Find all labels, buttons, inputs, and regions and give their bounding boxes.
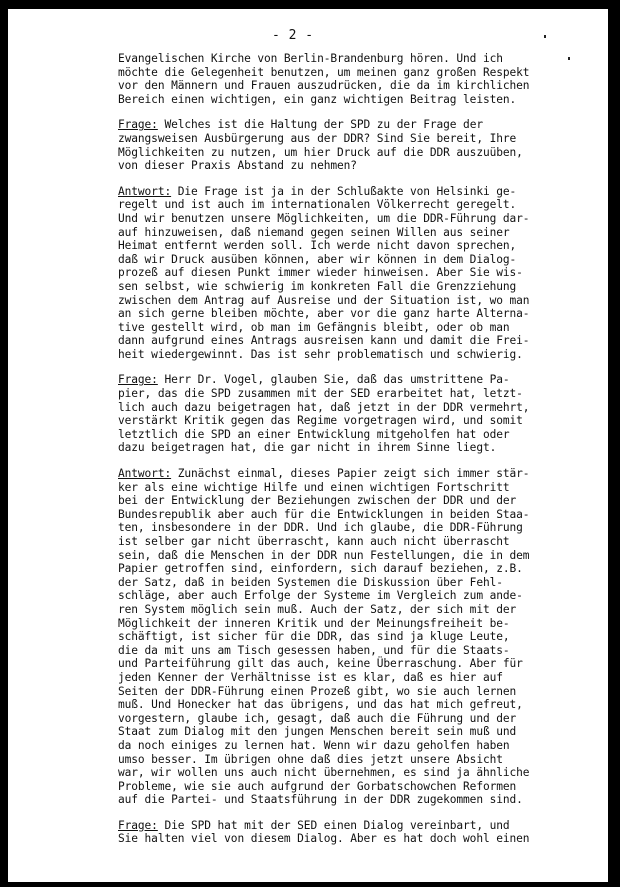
line-text: sen selbst, wie schwierig im konkreten Fall die Grenzziehung (118, 279, 517, 293)
text-line (118, 226, 578, 240)
line-text: Bereich einen wichtigen, ein ganz wichtigen Beitrag leisten. (118, 92, 517, 106)
text-line (118, 266, 578, 280)
paragraph (118, 467, 578, 807)
text-line (118, 576, 578, 590)
line-text: letztlich die SPD an einer Entwicklung mitgeholfen hat oder (118, 427, 510, 441)
speaker-label: Frage: (118, 373, 158, 387)
page-number: - 2 - (272, 28, 314, 43)
line-text: möchte die Gelegenheit benutzen, um meinen ganz großen Respekt (118, 65, 530, 79)
text-line (118, 428, 578, 442)
line-text: von dieser Praxis Abstand zu nehmen? (118, 159, 357, 173)
line-text: schläge, aber auch Erfolge der Systeme im Vergleich zum ande- (118, 589, 523, 603)
text-line (118, 793, 578, 807)
text-line (118, 159, 578, 173)
line-text: vorgestern, glaube ich, gesagt, daß auch die Führung und der (118, 711, 517, 725)
text-line (118, 401, 578, 415)
text-line (118, 387, 578, 401)
text-line (118, 146, 578, 160)
line-text: regelt und ist auch im internationalen Völkerrecht geregelt. (118, 198, 517, 212)
line-text: Bundesrepublik aber auch für die Entwicklungen in beiden Staa- (118, 507, 530, 521)
text-line (118, 494, 578, 508)
text-line (118, 414, 578, 428)
line-text: vor den Männern und Frauen auszudrücken, die da im kirchlichen (118, 79, 530, 93)
line-text: Papier getroffen sind, einfordern, sich darauf beziehen, z.B. (118, 562, 523, 576)
text-line (118, 617, 578, 631)
text-line (118, 549, 578, 563)
line-text: ist selber gar nicht überrascht, kann auch nicht überrascht (118, 535, 510, 548)
paragraph (118, 819, 578, 846)
text-line (118, 685, 578, 699)
text-line (118, 535, 578, 549)
line-text: lich auch dazu beigetragen hat, daß jetzt in der DDR vermehrt, (118, 400, 530, 414)
line-text: auf die Partei- und Staatsführung in der DDR zugekommen sind. (118, 793, 523, 807)
line-text: zwischen dem Antrag auf Ausreise und der Situation ist, wo man (118, 293, 530, 307)
text-line (118, 79, 578, 93)
line-text: Staat zum Dialog mit den jungen Menschen bereit sein muß und (118, 725, 517, 739)
text-line (118, 348, 578, 362)
text-line (118, 753, 578, 767)
line-text: Möglichkeiten zu nutzen, um hier Druck auf die DDR auszuüben, (118, 145, 523, 159)
speaker-label: Frage: (118, 818, 158, 832)
line-text: muß. Und Honecker hat das übrigens, und das hat mich gefreut, (118, 698, 523, 712)
text-line (118, 441, 578, 455)
line-text: Die Frage ist ja in der Schlußakte von Helsinki ge- (171, 184, 517, 198)
text-line (118, 819, 578, 833)
line-text: ker als eine wichtige Hilfe und einen wichtigen Fortschritt (118, 480, 510, 494)
text-line (118, 373, 578, 387)
text-line (118, 334, 578, 348)
line-text: auf hinzuweisen, daß niemand gegen seinen Willen aus seiner (118, 225, 510, 239)
speaker-label: Antwort: (118, 184, 172, 198)
text-line (118, 657, 578, 671)
line-text: jeden Kenner der Verhältnisse ist es klar, daß es hier auf (118, 670, 503, 684)
line-text: sein, daß die Menschen in der DDR nun Festellungen, die in dem (118, 548, 530, 562)
paragraph (118, 52, 578, 106)
line-text: an sich gerne bleiben möchte, aber vor die ganz harte Alterna- (118, 307, 530, 321)
text-line (118, 239, 578, 253)
text-line (118, 739, 578, 753)
line-text: schäftigt, ist sicher für die DDR, das sind ja kluge Leute, (118, 630, 510, 644)
text-line (118, 780, 578, 794)
text-line (118, 294, 578, 308)
line-text: Möglichkeit der inneren Kritik und der Meinungsfreiheit be- (118, 616, 510, 630)
line-text: dann aufgrund eines Antrags ausreisen kann und damit die Frei- (118, 334, 530, 348)
line-text: zwangsweisen Ausbürgerung aus der DDR? Sind Sie bereit, Ihre (118, 131, 517, 145)
text-line (118, 521, 578, 535)
line-text: Probleme, wie sie auch aufgrund der Gorbatschowchen Reformen (118, 779, 517, 793)
paragraph (118, 185, 578, 362)
text-line (118, 280, 578, 294)
text-line (118, 725, 578, 739)
line-text: umso besser. Im übrigen ohne daß dies jetzt unsere Absicht (118, 752, 503, 766)
line-text: ren System möglich sein muß. Auch der Satz, der sich mit der (118, 602, 517, 616)
text-line (118, 508, 578, 522)
text-line (118, 212, 578, 226)
text-line (118, 66, 578, 80)
line-text: Die SPD hat mit der SED einen Dialog vereinbart, und (157, 818, 510, 832)
line-text: und Parteiführung gilt das auch, keine Überraschung. Aber für (118, 657, 523, 671)
text-line (118, 644, 578, 658)
document-body (118, 52, 578, 858)
line-text: Sie halten viel von diesem Dialog. Aber es hat doch wohl einen (118, 832, 530, 846)
text-line (118, 185, 578, 199)
text-line (118, 712, 578, 726)
text-line (118, 132, 578, 146)
text-line (118, 562, 578, 576)
line-text: Herr Dr. Vogel, glauben Sie, daß das umstrittene Pa- (157, 373, 510, 387)
scan-speck (544, 35, 546, 38)
text-line (118, 93, 578, 107)
line-text: bei der Entwicklung der Beziehungen zwischen der DDR und der (118, 494, 517, 508)
line-text: heit wiedergewinnt. Das ist sehr problematisch und schwierig. (118, 347, 523, 361)
line-text: pier, das die SPD zusammen mit der SED erarbeitet hat, letzt- (118, 387, 523, 401)
speaker-label: Frage: (118, 118, 158, 132)
line-text: dazu beigetragen hat, die gar nicht in ihrem Sinne liegt. (118, 441, 497, 455)
paragraph (118, 373, 578, 455)
text-line (118, 698, 578, 712)
line-text: daß wir Druck ausüben können, aber wir können in dem Dialog- (118, 252, 517, 266)
text-line (118, 671, 578, 685)
paragraph (118, 118, 578, 172)
text-line (118, 118, 578, 132)
text-line (118, 603, 578, 617)
text-line (118, 481, 578, 495)
text-line (118, 198, 578, 212)
line-text: Evangelischen Kirche von Berlin-Brandenburg hören. Und ich (118, 52, 503, 65)
text-line (118, 321, 578, 335)
line-text: ten, insbesondere in der DDR. Und ich glaube, die DDR-Führung (118, 521, 523, 535)
text-line (118, 832, 578, 846)
line-text: Und wir benutzen unsere Möglichkeiten, um die DDR-Führung dar- (118, 211, 530, 225)
text-line (118, 253, 578, 267)
line-text: Heimat entfernt werden soll. Ich werde nicht davon sprechen, (118, 239, 517, 253)
speaker-label: Antwort: (118, 467, 172, 481)
line-text: Zunächst einmal, dieses Papier zeigt sich immer stär- (171, 467, 530, 481)
text-line (118, 766, 578, 780)
text-line (118, 467, 578, 481)
text-line (118, 307, 578, 321)
line-text: verstärkt Kritik gegen das Regime vorgetragen wird, und somit (118, 414, 523, 428)
line-text: Welches ist die Haltung der SPD zu der Frage der (157, 118, 483, 132)
line-text: da noch einiges zu lernen hat. Wenn wir dazu geholfen haben (118, 738, 510, 752)
line-text: der Satz, daß in beiden Systemen die Diskussion über Fehl- (118, 575, 503, 589)
line-text: Seiten der DDR-Führung einen Prozeß gibt, wo sie auch lernen (118, 684, 517, 698)
line-text: tive gestellt wird, ob man im Gefängnis bleibt, oder ob man (118, 320, 510, 334)
text-line (118, 52, 578, 66)
text-line (118, 630, 578, 644)
line-text: die da mit uns am Tisch gesessen haben, und für die Staats- (118, 643, 510, 657)
line-text: war, wir wollen uns auch nicht übernehmen, es sind ja ähnliche (118, 766, 530, 780)
text-line (118, 589, 578, 603)
line-text: prozeß auf diesen Punkt immer wieder hinweisen. Aber Sie wis- (118, 266, 523, 280)
